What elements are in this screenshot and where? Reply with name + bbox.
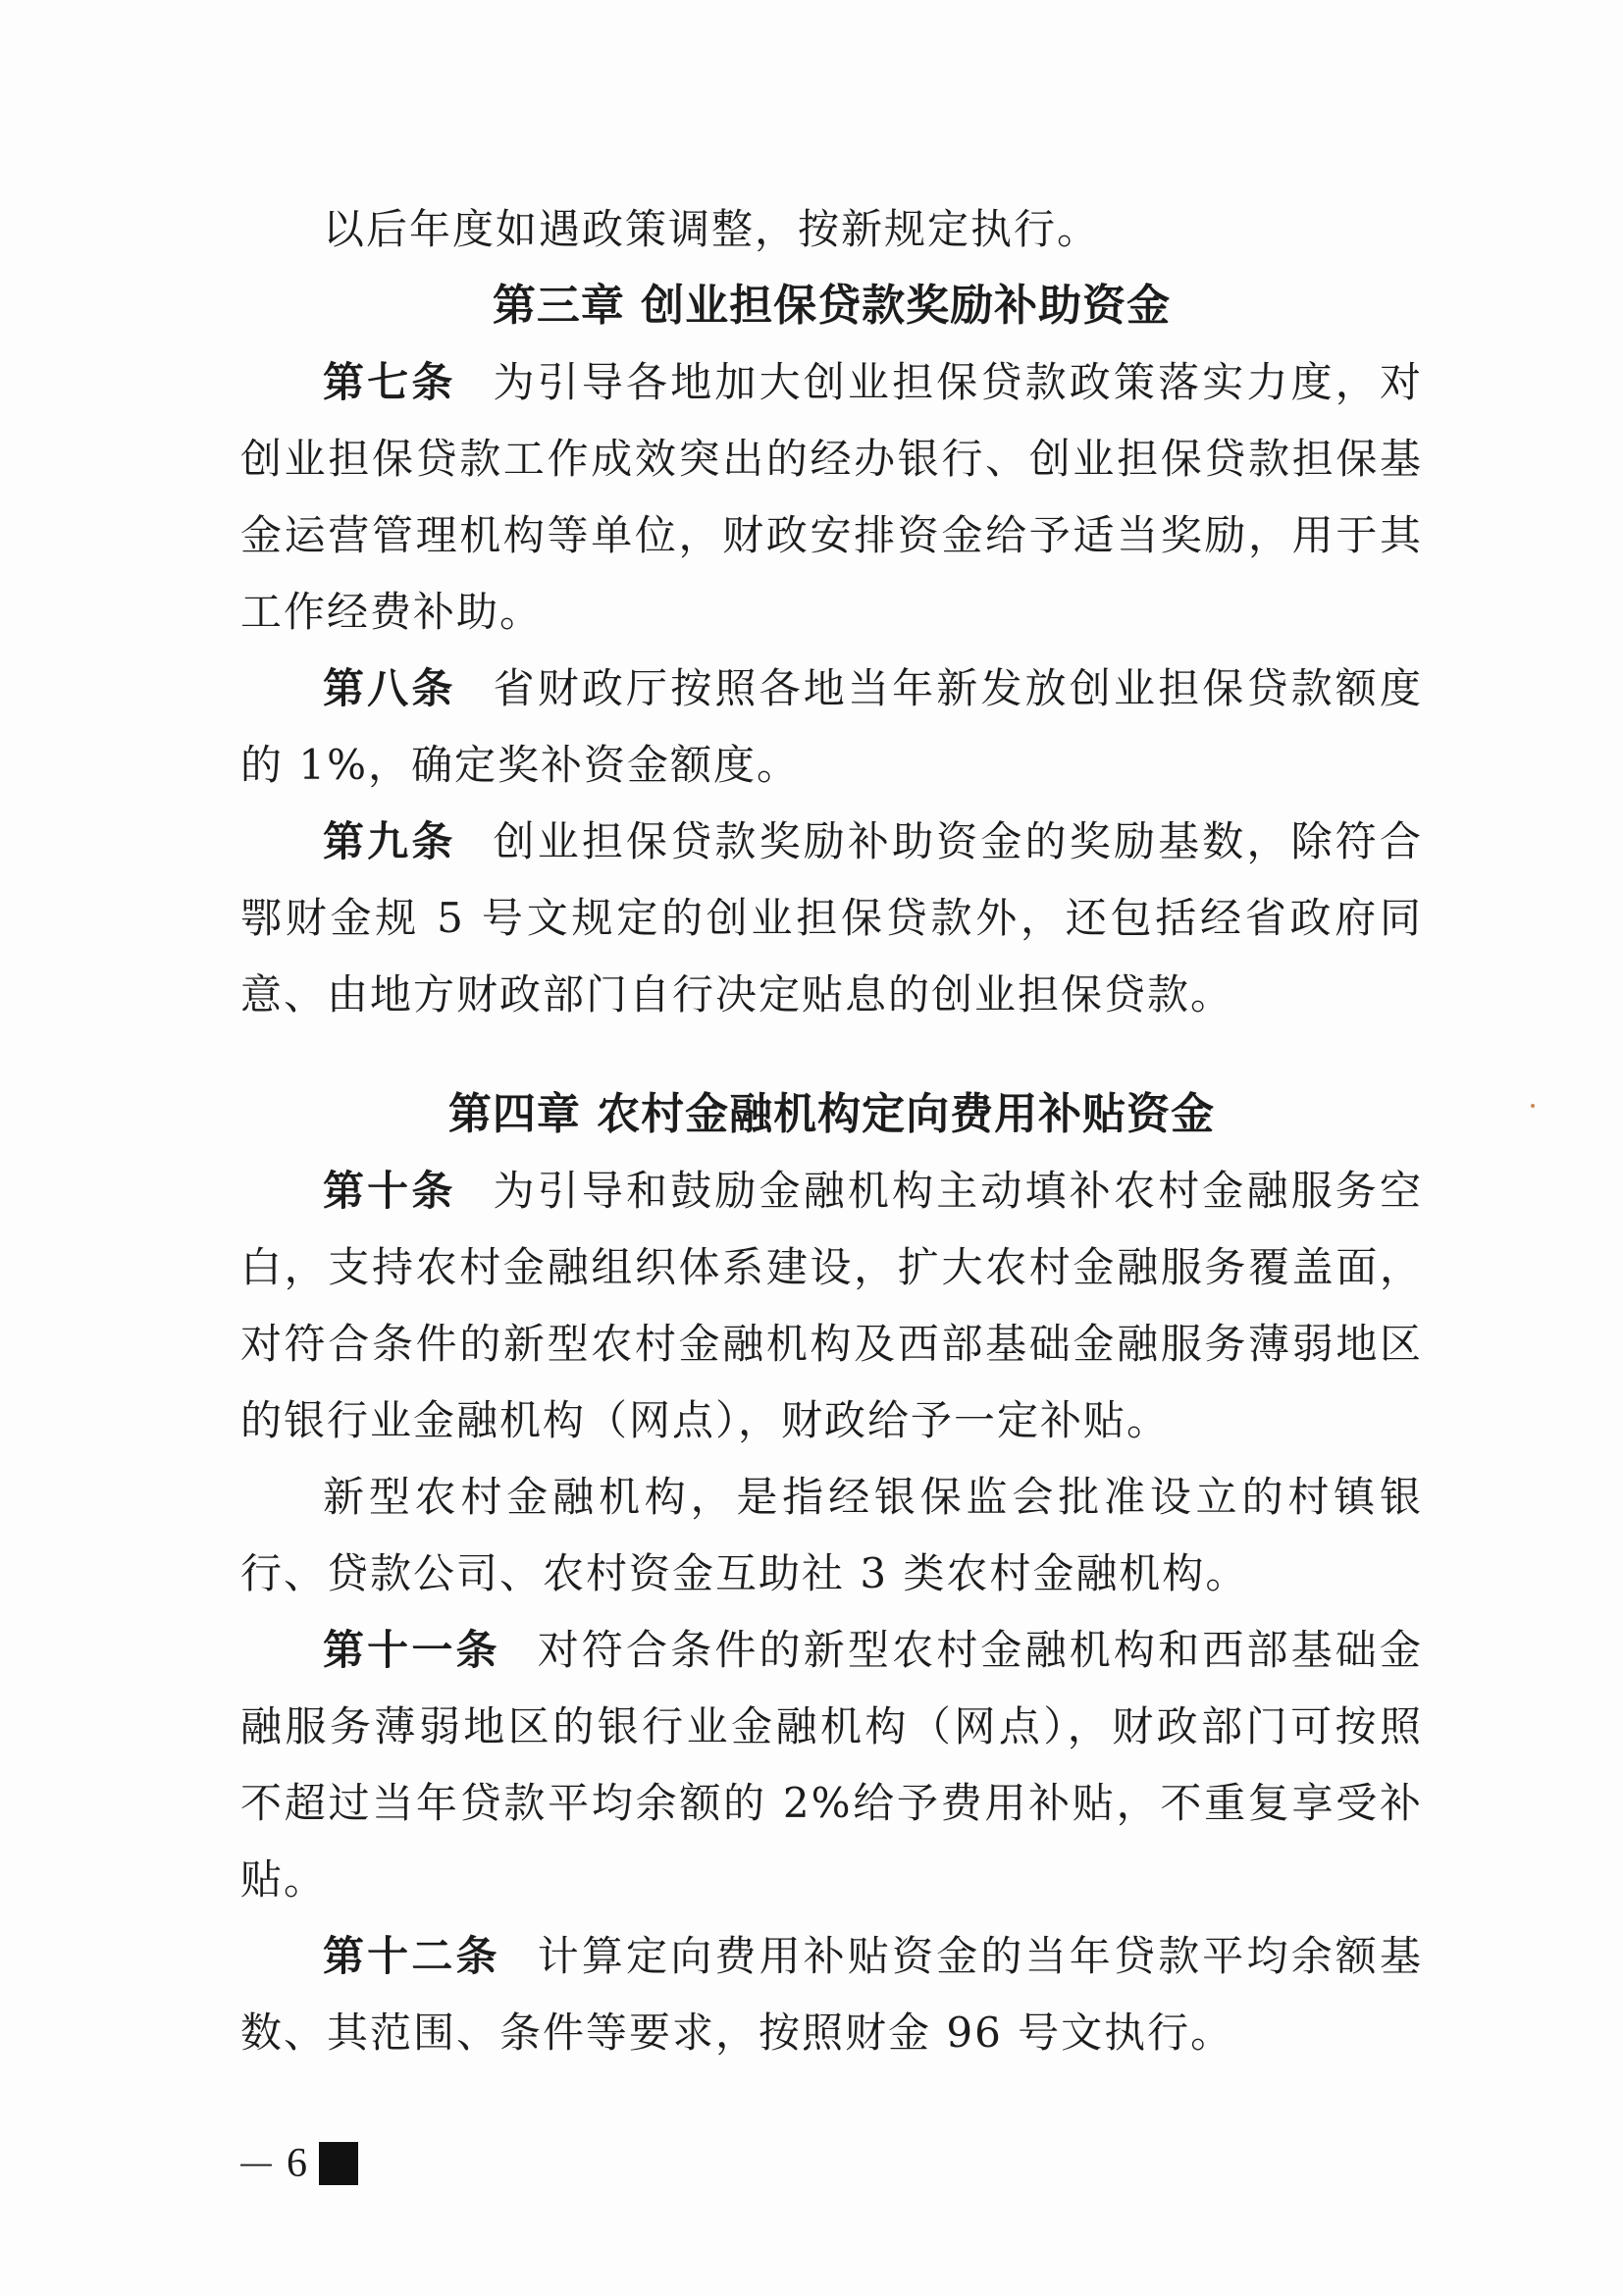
page-number-value: 6 [287,2141,308,2186]
article-11-label: 第十一条 [323,1626,500,1674]
page-number-dash: － [236,2145,278,2190]
article-12-label: 第十二条 [323,1932,500,1980]
article-9 [240,804,1423,1033]
article-8-label: 第八条 [323,664,456,712]
article-8-text: 省财政厅按照各地当年新发放创业担保贷款额度的 1%，确定奖补资金额度。 [240,664,1423,789]
intro-paragraph: 以后年度如遇政策调整，按新规定执行。 [323,205,1101,253]
article-9-label: 第九条 [323,817,456,865]
article-11-text: 对符合条件的新型农村金融机构和西部基础金融服务薄弱地区的银行业金融机构（网点），财政部门可按照不超过当年贷款平均余额的 2%给予费用补贴，不重复享受补贴。 [240,1626,1423,1904]
document-body [240,191,1423,2071]
article-8 [240,651,1423,804]
article-12-text: 计算定向费用补贴资金的当年贷款平均余额基数、其范围、条件等要求，按照财金 96 号文执行。 [240,1932,1423,2057]
chapter-3-title: 第三章 创业担保贷款奖励补助资金 [492,281,1172,331]
article-10-label: 第十条 [323,1167,456,1215]
article-12 [240,1918,1423,2071]
scan-speck [1531,1104,1535,1108]
article-10-note: 新型农村金融机构，是指经银保监会批准设立的村镇银行、贷款公司、农村资金互助社 3 类农村金融机构。 [240,1473,1423,1597]
article-11 [240,1612,1423,1918]
article-10 [240,1153,1423,1459]
article-9-text: 创业担保贷款奖励补助资金的奖励基数，除符合鄂财金规 5 号文规定的创业担保贷款外，还包括经省政府同意、由地方财政部门自行决定贴息的创业担保贷款。 [240,817,1423,1018]
article-10-text: 为引导和鼓励金融机构主动填补农村金融服务空白，支持农村金融组织体系建设，扩大农村金融服务覆盖面，对符合条件的新型农村金融机构及西部基础金融服务薄弱地区的银行业金融机构（网点），财政给予一定补贴。 [240,1167,1423,1444]
page-number [236,2139,358,2188]
chapter-4-title: 第四章 农村金融机构定向费用补贴资金 [447,1089,1216,1139]
page-marker-block [319,2142,358,2185]
article-7 [240,344,1423,651]
article-7-label: 第七条 [323,358,456,406]
article-7-text: 为引导各地加大创业担保贷款政策落实力度，对创业担保贷款工作成效突出的经办银行、创业担保贷款担保基金运营管理机构等单位，财政安排资金给予适当奖励，用于其工作经费补助。 [240,358,1423,636]
